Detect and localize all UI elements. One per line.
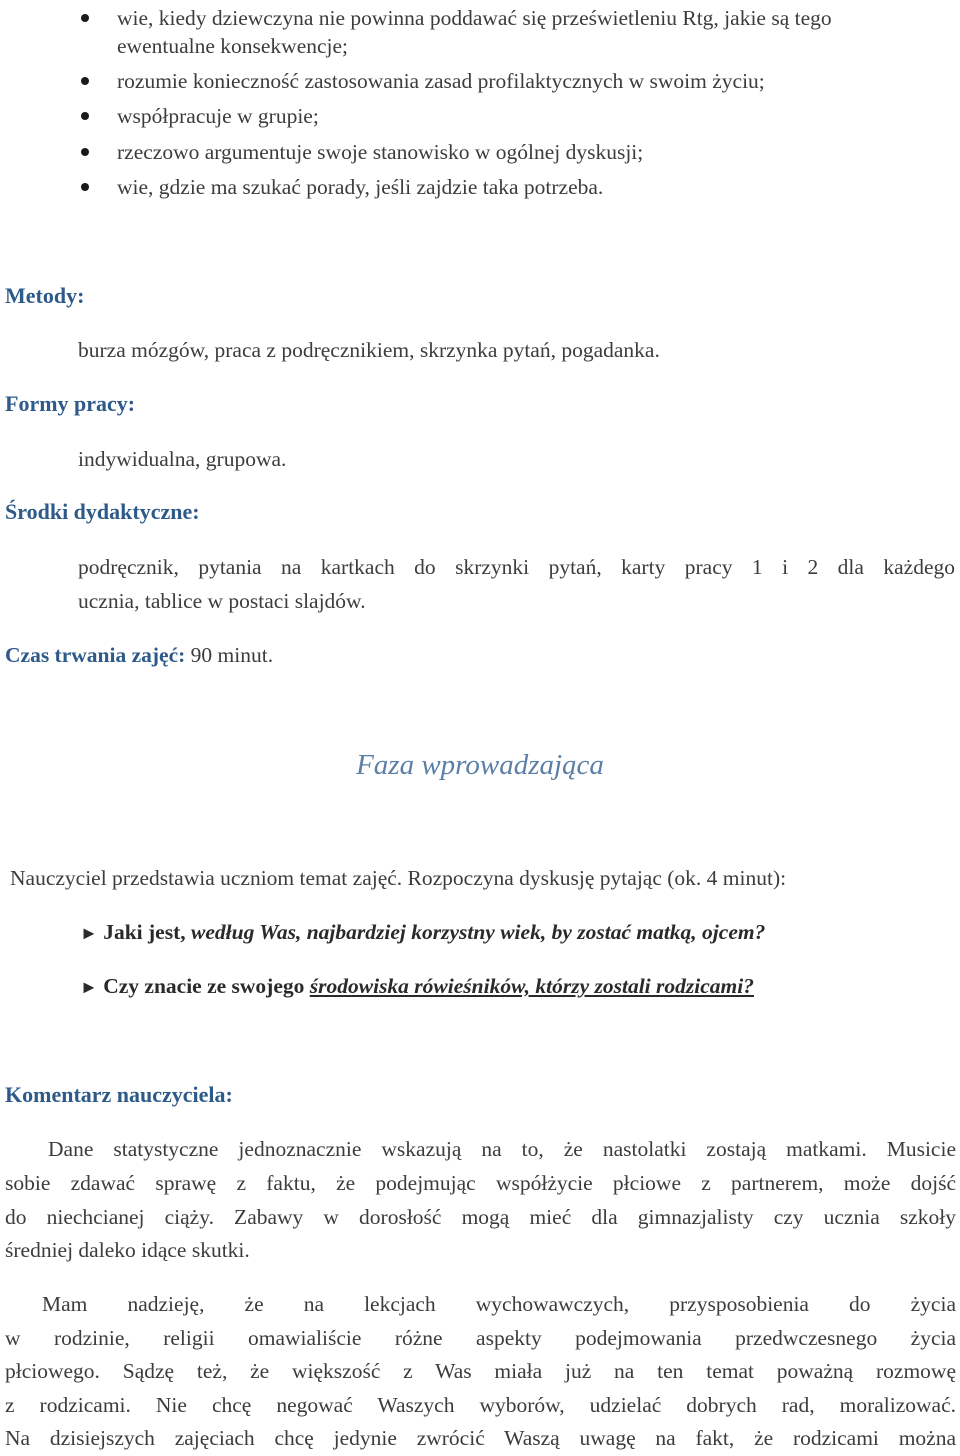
question-1 [80,918,765,947]
comment-p1-line4: średniej daleko idące skutki. [5,1238,250,1262]
comment-p1-line3: do niechcianej ciąży. Zabawy w dorosłość mogą mieć dla gimnazjalisty czy ucznia szkoły [5,1205,956,1229]
triangle-marker-icon: ► [80,977,98,997]
list-item-text: współpracuje w grupie; [117,104,319,128]
bullet-icon [81,112,89,120]
list-item-text: rozumie konieczność zastosowania zasad profilaktycznych w swoim życiu; [117,69,765,93]
section-title: Faza wprowadzająca [356,749,604,781]
triangle-marker-icon: ► [80,923,98,943]
bullet-icon [81,183,89,191]
comment-p1-line1: Dane statystyczne jednoznacznie wskazują na to, że nastolatki zostają matkami. Musicie [48,1137,956,1161]
bullet-icon [81,77,89,85]
bullet-icon [81,14,89,22]
list-item-text: ewentualne konsekwencje; [117,34,349,58]
bullet-icon [81,148,89,156]
work-forms-heading: Formy pracy: [5,391,136,416]
list-item-text: rzeczowo argumentuje swoje stanowisko w ogólnej dyskusji; [117,140,644,164]
duration-label: Czas trwania zajęć: [5,643,186,667]
teaching-aids-heading: Środki dydaktyczne: [5,499,200,524]
methods-heading: Metody: [5,283,85,308]
comment-p2-line4: z rodzicami. Nie chcę negować Waszych wyborów, udzielać dobrych rad, moralizować. [5,1393,956,1417]
comment-p2-line1: Mam nadzieję, że na lekcjach wychowawczych, przysposobienia do życia [42,1292,956,1316]
comment-p1-line2: sobie zdawać sprawę z faktu, że podejmując współżycie płciowe z partnerem, może dojść [5,1171,956,1195]
teaching-aids-text-line1: podręcznik, pytania na kartkach do skrzynki pytań, karty pracy 1 i 2 dla każdego [78,555,955,579]
teaching-aids-text-line2: ucznia, tablice w postaci slajdów. [78,589,366,613]
list-item-text: wie, kiedy dziewczyna nie powinna poddawać się prześwietleniu Rtg, jakie są tego [117,6,832,30]
list-item-text: wie, gdzie ma szukać porady, jeśli zajdzie taka potrzeba. [117,175,604,199]
comment-p2-line3: płciowego. Sądzę też, że większość z Was miała już na ten temat poważną rozmowę [5,1359,956,1383]
duration-value: 90 minut. [190,643,274,667]
work-forms-text: indywidualna, grupowa. [78,447,287,471]
teacher-comment-heading: Komentarz nauczyciela: [5,1082,233,1107]
duration-line [5,641,273,669]
question-2-text: środowiska rówieśników, którzy zostali rodzicami? [309,974,754,998]
intro-text: Nauczyciel przedstawia uczniom temat zajęć. Rozpoczyna dyskusję pytając (ok. 4 minut): [10,866,787,890]
comment-p2-line5: Na dzisiejszych zajęciach chcę jedynie zwrócić Waszą uwagę na fakt, że rodzicami można [5,1426,956,1450]
question-1-text: według Was, najbardziej korzystny wiek, by zostać matką, ojcem? [191,920,766,944]
comment-p2-line2: w rodzinie, religii omawialiście różne aspekty podejmowania przedwczesnego życia [5,1326,956,1350]
question-1-lead: Jaki jest, [103,920,186,944]
question-2-lead: Czy znacie ze swojego [103,974,305,998]
question-2 [80,972,754,1001]
methods-text: burza mózgów, praca z podręcznikiem, skrzynka pytań, pogadanka. [78,338,660,362]
